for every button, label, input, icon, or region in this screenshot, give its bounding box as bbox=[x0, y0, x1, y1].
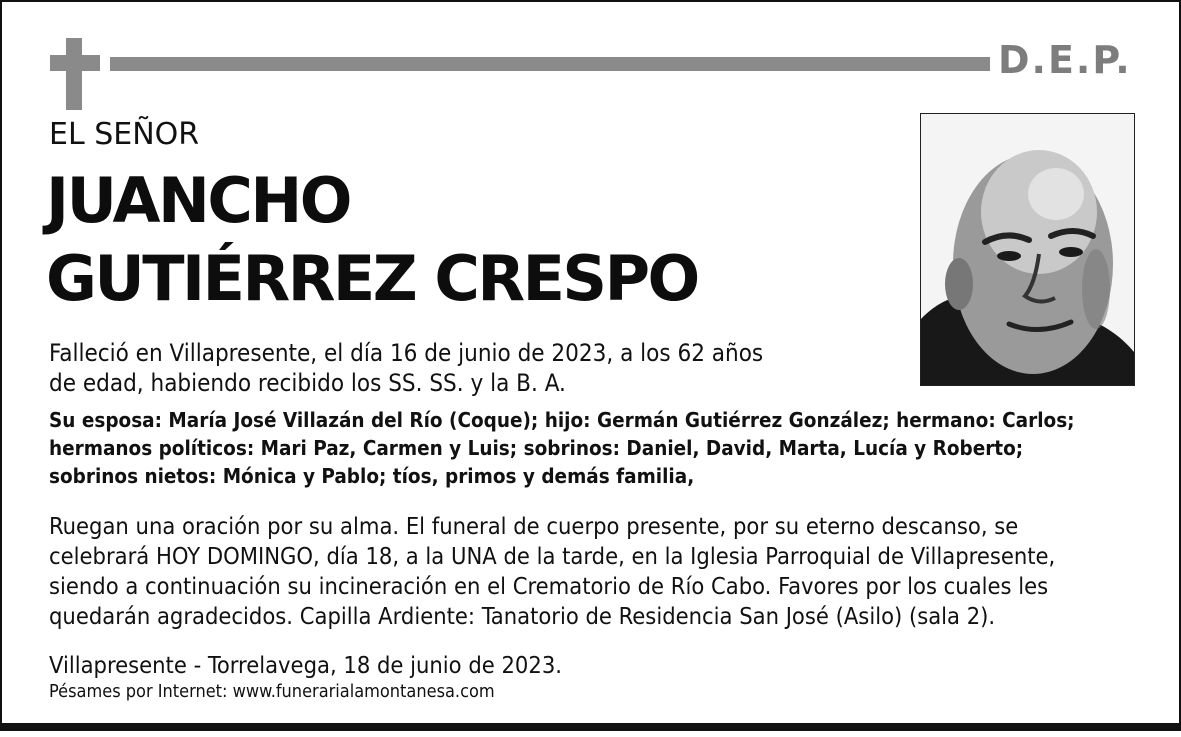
place-date: Villapresente - Torrelavega, 18 de junio de 2023. bbox=[49, 651, 562, 679]
death-notice-line-2: de edad, habiendo recibido los SS. SS. y la B. A. bbox=[49, 369, 566, 397]
latin-cross-icon bbox=[50, 38, 100, 110]
family-line-3: sobrinos nietos: Mónica y Pablo; tíos, primos y demás familia, bbox=[49, 464, 695, 488]
death-notice bbox=[49, 338, 763, 398]
honorific: EL SEÑOR bbox=[49, 117, 200, 152]
funeral-details bbox=[49, 511, 1055, 631]
name-line-2: GUTIÉRREZ CRESPO bbox=[46, 242, 698, 315]
family-list bbox=[49, 406, 1075, 490]
deceased-name bbox=[46, 162, 698, 318]
funeral-line-4: quedarán agradecidos. Capilla Ardiente: Tanatorio de Residencia San José (Asilo) (sala 2). bbox=[49, 602, 996, 630]
family-line-1: Su esposa: María José Villazán del Río (Coque); hijo: Germán Gutiérrez González; hermano: Carlos; bbox=[49, 408, 1075, 432]
funeral-line-3: siendo a continuación su incineración en el Crematorio de Río Cabo. Favores por los cuales les bbox=[49, 572, 1049, 600]
condolences-website: Pésames por Internet: www.funerarialamontanesa.com bbox=[49, 681, 495, 702]
name-line-1: JUANCHO bbox=[46, 164, 350, 237]
funeral-line-2: celebrará HOY DOMINGO, día 18, a la UNA de la tarde, en la Iglesia Parroquial de Villapresente, bbox=[49, 542, 1056, 570]
family-line-2: hermanos políticos: Mari Paz, Carmen y Luis; sobrinos: Daniel, David, Marta, Lucía y Roberto; bbox=[49, 436, 1024, 460]
dep-label: D.E.P. bbox=[998, 38, 1132, 82]
death-notice-line-1: Falleció en Villapresente, el día 16 de junio de 2023, a los 62 años bbox=[49, 339, 764, 367]
deceased-photo bbox=[920, 113, 1135, 386]
header-rule bbox=[110, 57, 990, 71]
funeral-line-1: Ruegan una oración por su alma. El funeral de cuerpo presente, por su eterno descanso, se bbox=[49, 512, 1019, 540]
